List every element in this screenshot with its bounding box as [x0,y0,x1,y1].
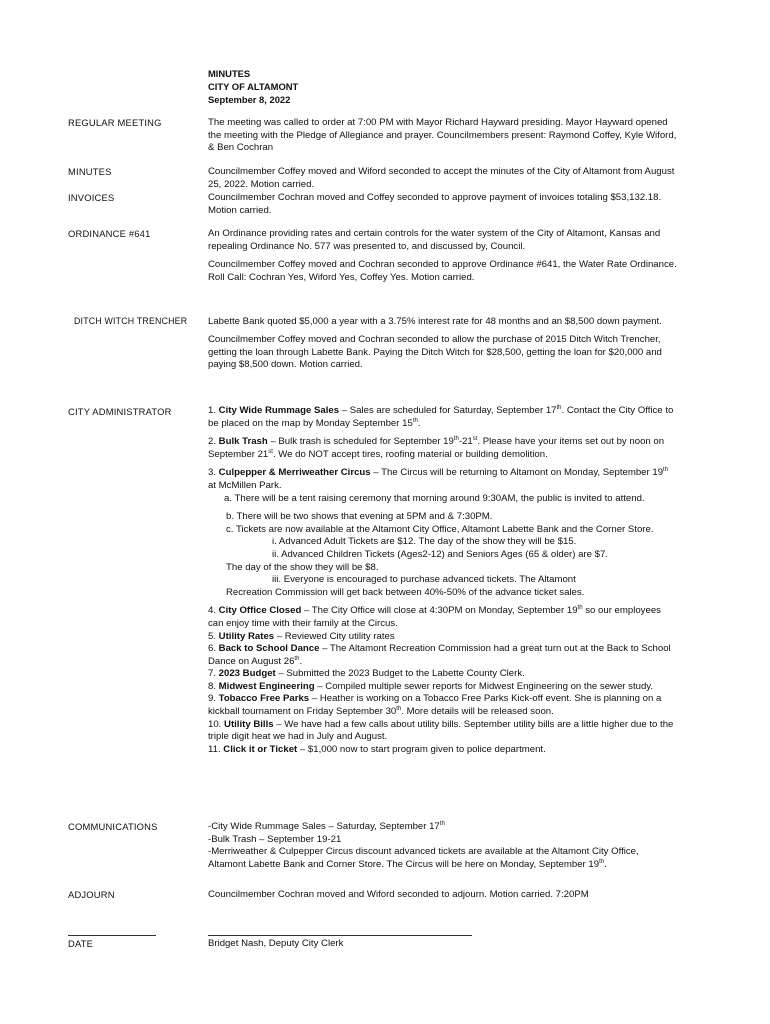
communications-text [208,821,678,871]
ordinance-text [208,228,678,284]
admin-item-3c-iii: iii. Everyone is encouraged to purchase advanced tickets. The Altamont [272,574,576,586]
admin-item-4-title: City Office Closed [218,605,302,617]
document-header [208,67,298,106]
admin-item-3a: a. There will be a tent raising ceremony that morning around 9:30AM, the public is invited to attend. [224,492,645,504]
admin-item-2: 2. Bulk Trash – Bulk trash is scheduled for September 19th-21st. Please have your items set out by noon on September 21st. We do NOT accept tires, roofing material or building demolition. [208,436,665,460]
admin-item-3c-iii-cont: Recreation Commission will get back between 40%-50% of the advance ticket sales. [226,586,585,598]
admin-item-7-title: 2023 Budget [218,668,276,680]
section-label-regular-meeting: REGULAR MEETING [68,117,162,128]
admin-item-3: 3. Culpepper & Merriweather Circus – The Circus will be returning to Altamont on Monday, September 19th at McMillen Park. [208,467,669,491]
admin-item-10-title: Utility Bills [224,718,274,730]
regular-meeting-text [208,117,678,155]
date-signature-line [68,935,156,936]
invoices-paragraph: Councilmember Cochran moved and Coffey seconded to approve payment of invoices totaling $53,132.18. Motion carried. [208,192,662,216]
admin-item-6: 6. Back to School Dance – The Altamont Recreation Commission had a great turn out at the Back to School Dance on August 26th. [208,643,671,667]
admin-item-2-title: Bulk Trash [218,436,268,448]
admin-item-5: 5. Utility Rates – Reviewed City utility rates [208,630,395,642]
admin-item-1-title: City Wide Rummage Sales [218,405,340,416]
section-label-invoices: INVOICES [68,192,115,203]
date-label: DATE [68,938,94,949]
regular-meeting-paragraph: The meeting was called to order at 7:00 PM with Mayor Richard Hayward presiding. Mayor Hayward opened the meeting with the Pledge of Allegiance and prayer. Councilmembers present: Raymond Coffey, Kyle Wiford, & Ben Cochran [208,117,677,154]
minutes-paragraph: Councilmember Coffey moved and Wiford seconded to accept the minutes of the City of Altamont from August 25, 2022. Motion carried. [208,166,675,190]
admin-item-1: 1. City Wide Rummage Sales – Sales are scheduled for Saturday, September 17th. Contact the City Office to be placed on the map by Monday September 15th. [208,404,674,429]
section-label-minutes: MINUTES [68,166,112,177]
section-label-communications: COMMUNICATIONS [68,821,158,832]
section-label-city-administrator: CITY ADMINISTRATOR [68,406,172,417]
section-label-adjourn: ADJOURN [68,889,115,900]
communications-line-3: -Merriweather & Culpepper Circus discount advanced tickets are available at the Altamont City Office, Altamont Labette Bank and Corner Store. The Circus will be here on Monday, September 19th. [208,846,639,870]
admin-item-7: 7. 2023 Budget – Submitted the 2023 Budget to the Labette County Clerk. [208,668,525,680]
minutes-text [208,166,678,191]
admin-item-11-title: Click it or Ticket [223,743,298,755]
ditch-witch-paragraph-2: Councilmember Coffey moved and Cochran seconded to allow the purchase of 2015 Ditch Witch Trencher, getting the loan through Labette Bank. Paying the Ditch Witch for $28,500, getting the loan for $20,000 and paying $8,500 down. Motion carried. [208,334,662,371]
admin-item-4: 4. City Office Closed – The City Office will close at 4:30PM on Monday, September 19th so our employees can enjoy time with their family at the Circus. [208,605,661,629]
admin-item-3b: b. There will be two shows that evening at 5PM and & 7:30PM. [226,511,493,523]
city-administrator-text [208,405,678,756]
document-title: MINUTES [208,68,251,79]
city-name: CITY OF ALTAMONT [208,81,299,92]
admin-item-3c-ii: ii. Advanced Children Tickets (Ages2-12) and Seniors Ages (65 & older) are $7. [272,548,608,560]
clerk-signature-line [208,935,472,936]
ditch-witch-paragraph-1: Labette Bank quoted $5,000 a year with a 3.75% interest rate for 48 months and an $8,500 down payment. [208,316,662,327]
ditch-witch-text [208,314,678,372]
adjourn-text [208,889,678,902]
admin-item-3c: c. Tickets are now available at the Altamont City Office, Altamont Labette Bank and the Corner Store. [226,523,654,535]
admin-item-11: 11. Click it or Ticket – $1,000 now to start program given to police department. [208,743,546,755]
admin-item-3c-ii-cont: The day of the show they will be $8. [226,561,379,573]
communications-line-1: -City Wide Rummage Sales – Saturday, September 17th [208,820,445,832]
meeting-date: September 8, 2022 [208,94,291,105]
ordinance-paragraph-2: Councilmember Coffey moved and Cochran seconded to approve Ordinance #641, the Water Rate Ordinance. Roll Call: Cochran Yes, Wiford Yes, Coffey Yes. Motion carried. [208,259,677,283]
ordinance-paragraph-1: An Ordinance providing rates and certain controls for the water system of the City of Altamont, Kansas and repealing Ordinance No. 577 was presented to, and discussed by, Council. [208,228,661,252]
admin-item-9-title: Tobacco Free Parks [218,693,310,705]
admin-item-3c-i: i. Advanced Adult Tickets are $12. The day of the show they will be $15. [272,536,577,548]
clerk-name: Bridget Nash, Deputy City Clerk [208,938,344,949]
admin-item-6-title: Back to School Dance [218,643,320,655]
communications-line-2: -Bulk Trash – September 19-21 [208,833,342,845]
invoices-text [208,192,678,217]
admin-item-8: 8. Midwest Engineering – Compiled multiple sewer reports for Midwest Engineering on the sewer study. [208,680,654,692]
admin-item-5-title: Utility Rates [218,630,275,642]
admin-item-10: 10. Utility Bills – We have had a few calls about utility bills. September utility bills are a little higher due to the triple digit heat we had in July and August. [208,718,674,743]
admin-item-8-title: Midwest Engineering [218,680,315,692]
admin-item-3-title: Culpepper & Merriweather Circus [218,467,371,479]
adjourn-paragraph: Councilmember Cochran moved and Wiford seconded to adjourn. Motion carried. 7:20PM [208,889,589,900]
admin-item-9: 9. Tobacco Free Parks – Heather is working on a Tobacco Free Parks Kick-off event. She is planning on a kickball tournament on Friday September 30th. More details will be released soon. [208,693,662,718]
section-label-ordinance: ORDINANCE #641 [68,228,151,239]
section-label-ditch-witch: DITCH WITCH TRENCHER [74,316,188,326]
